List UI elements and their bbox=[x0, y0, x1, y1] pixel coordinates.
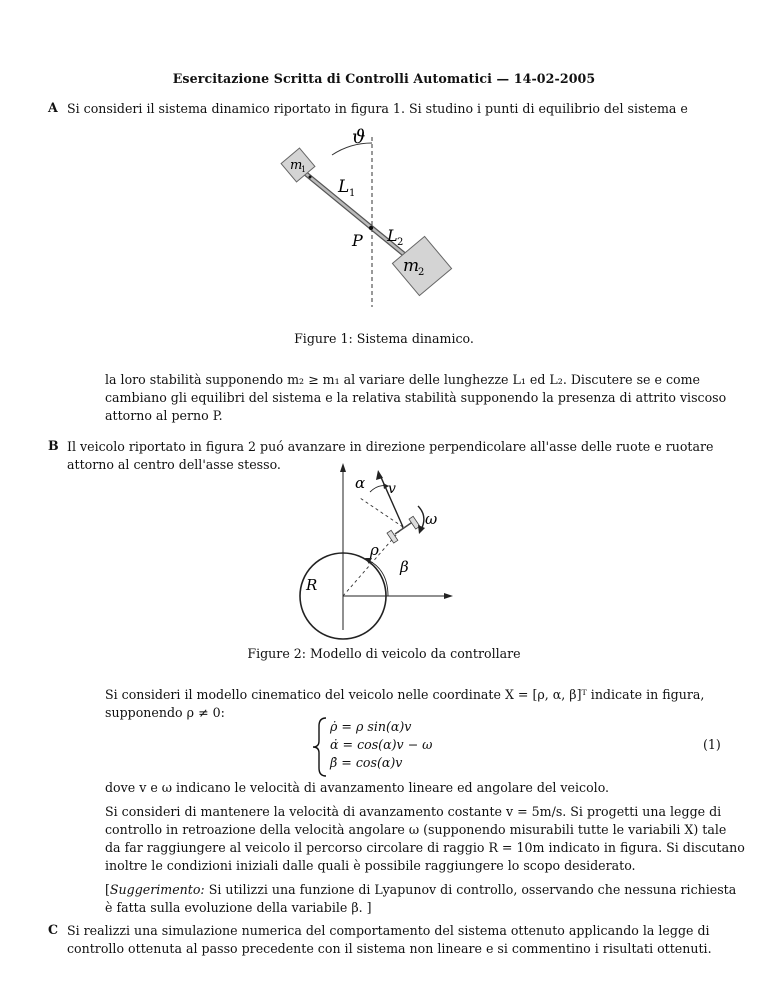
equation-number: (1) bbox=[703, 737, 721, 752]
equation-alpha: α̇ = cos(α)v − ω bbox=[330, 737, 433, 752]
section-a-line3: attorno al perno P. bbox=[105, 408, 223, 423]
section-a-line2: cambiano gli equilibri del sistema e la relativa stabilità supponendo la presenza di attrito viscoso bbox=[105, 390, 727, 405]
pivot-point bbox=[369, 226, 373, 230]
label-omega: ω bbox=[425, 510, 438, 528]
task-line2: controllo in retroazione della velocità angolare ω (supponendo misurabili tutte le variabili X) tale bbox=[105, 822, 727, 837]
figure-2-vehicle bbox=[270, 460, 500, 640]
task-line3: da far raggiungere al veicolo il percorso circolare di raggio R = 10m indicato in figura. Si discutano bbox=[105, 840, 745, 855]
where-line: dove v e ω indicano le velocità di avanzamento lineare ed angolare del veicolo. bbox=[105, 780, 610, 795]
label-v: v bbox=[388, 481, 396, 497]
figure-1-caption: Figure 1: Sistema dinamico. bbox=[294, 331, 474, 346]
section-c-letter: C bbox=[48, 922, 59, 937]
section-b-intro-line1: Il veicolo riportato in figura 2 puó avanzare in direzione perpendicolare all'asse delle ruote e ruotare bbox=[67, 439, 714, 454]
task-line4: inoltre le condizioni iniziali dalle quali è possibile raggiungere lo scopo desiderato. bbox=[105, 858, 636, 873]
label-P: P bbox=[352, 231, 363, 250]
hint-label: Suggerimento: bbox=[109, 882, 205, 897]
model-line2: supponendo ρ ≠ 0: bbox=[105, 705, 225, 720]
label-L2: L bbox=[387, 226, 398, 245]
svg-text:1: 1 bbox=[301, 165, 307, 174]
equation-beta: β̇ = cos(α)v bbox=[330, 755, 403, 770]
vehicle-wheel-left bbox=[387, 530, 398, 543]
label-R: R bbox=[306, 576, 318, 594]
equation-rho: ρ̇ = ρ sin(α)v bbox=[330, 719, 412, 734]
task-line1: Si consideri di mantenere la velocità di avanzamento costante v = 5m/s. Si progetti una legge di bbox=[105, 804, 722, 819]
label-m2: m bbox=[403, 256, 420, 276]
svg-text:2: 2 bbox=[397, 237, 404, 248]
label-alpha: α bbox=[355, 474, 366, 492]
model-line1: Si consideri il modello cinematico del veicolo nelle coordinate X = [ρ, α, β]ᵀ indicate in figura, bbox=[105, 687, 705, 702]
section-a-line1: la loro stabilità supponendo m₂ ≥ m₁ al variare delle lunghezze L₁ ed L₂. Discutere se e come bbox=[105, 372, 700, 387]
section-a-intro: Si consideri il sistema dinamico riportato in figura 1. Si studino i punti di equilibrio del sistema e bbox=[67, 101, 688, 116]
hint-line1: [Suggerimento: Si utilizzi una funzione di Lyapunov di controllo, osservando che nessuna richiesta bbox=[105, 882, 737, 897]
section-a-letter: A bbox=[48, 100, 58, 115]
figure-2-caption: Figure 2: Modello di veicolo da controllare bbox=[247, 646, 521, 661]
hint-line2: è fatta sulla evoluzione della variabile β. ] bbox=[105, 900, 372, 915]
section-b-intro-line2: attorno al centro dell'asse stesso. bbox=[67, 457, 281, 472]
section-b-letter: B bbox=[48, 438, 59, 453]
figure-1-pendulum bbox=[270, 125, 470, 315]
svg-text:2: 2 bbox=[418, 267, 425, 278]
svg-text:1: 1 bbox=[349, 188, 356, 199]
label-beta: β bbox=[400, 558, 409, 576]
section-c-line1: Si realizzi una simulazione numerica del comportamento del sistema ottenuto applicando la legge di bbox=[67, 923, 710, 938]
page-title: Esercitazione Scritta di Controlli Automatici — 14-02-2005 bbox=[172, 71, 596, 86]
label-L1: L bbox=[338, 177, 350, 197]
label-theta: ϑ bbox=[352, 126, 366, 148]
label-m1: m bbox=[290, 158, 303, 173]
label-rho: ρ bbox=[370, 541, 379, 559]
equation-brace bbox=[310, 716, 330, 778]
section-c-line2: controllo ottenuta al passo precedente con il sistema non lineare e si commentino i risultati ottenuti. bbox=[67, 941, 712, 956]
